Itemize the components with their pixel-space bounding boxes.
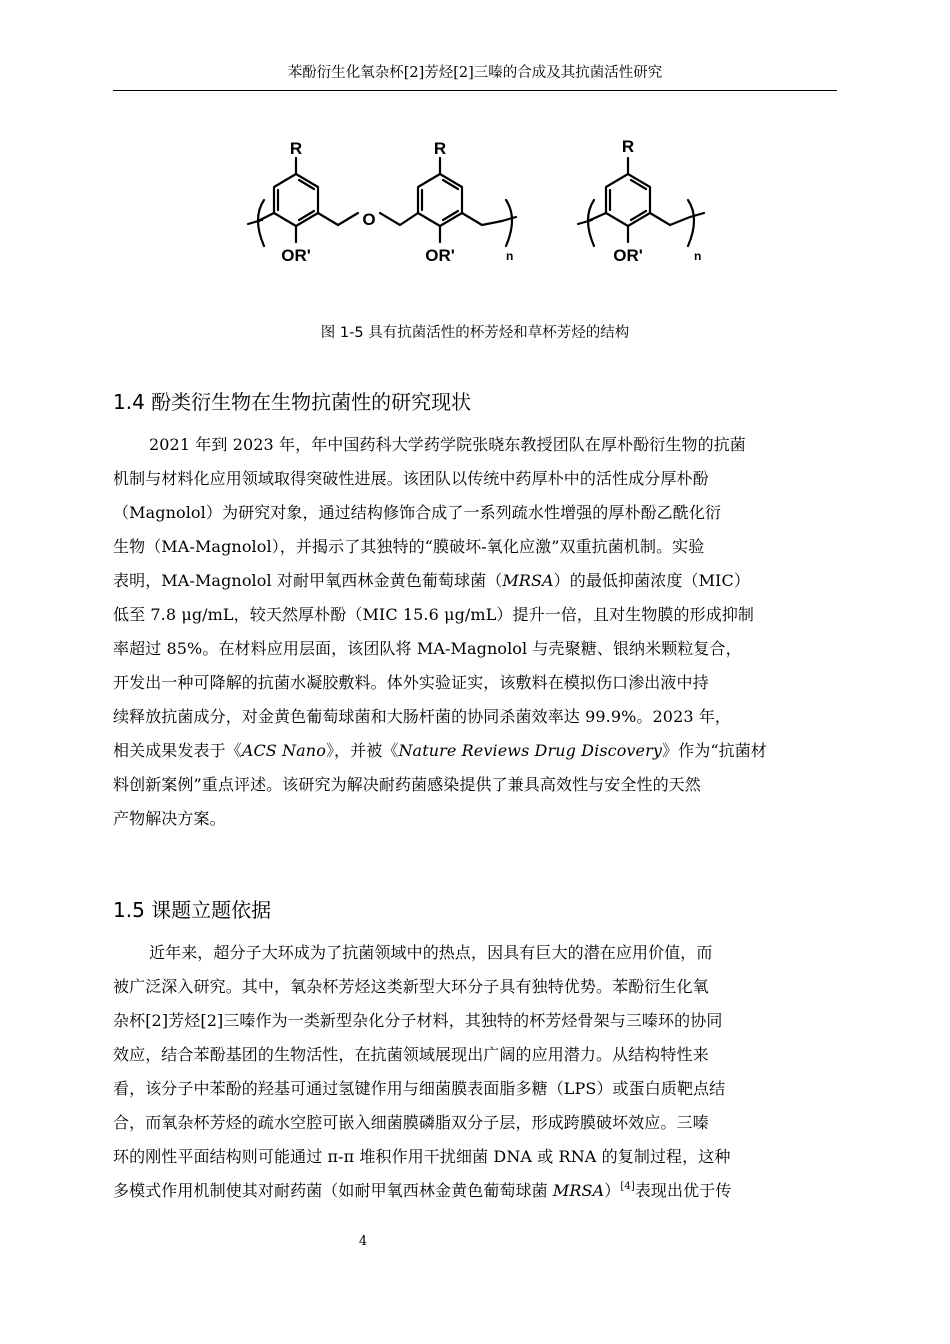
text-line: 环的刚性平面结构则可能通过 π-π 堆积作用干扰细菌 DNA 或 RNA 的复制过程，这种: [113, 1147, 731, 1166]
text-line: 被广泛深入研究。其中，氧杂杯芳烃这类新型大环分子具有独特优势。苯酚衍生化氧: [113, 977, 709, 996]
text-line: 相关成果发表于《ACS Nano》，并被《Nature Reviews Drug Discovery》作为“抗菌材: [113, 741, 767, 760]
text-line: 产物解决方案。: [113, 809, 226, 828]
chemical-structures-svg: [240, 128, 720, 290]
text-line: 合，而氧杂杯芳烃的疏水空腔可嵌入细菌膜磷脂双分子层，形成跨膜破坏效应。三嗪: [113, 1113, 709, 1132]
text-line: 近年来，超分子大环成为了抗菌领域中的热点，因具有巨大的潜在应用价值，而: [149, 943, 713, 962]
text-line: 表明，MA-Magnolol 对耐甲氧西林金黄色葡萄球菌（MRSA）的最低抑菌浓度（MIC）: [113, 571, 750, 590]
benzene-ring-3: [606, 174, 650, 226]
structure-figure: [240, 128, 720, 290]
citation-ref[interactable]: [4]: [620, 1181, 635, 1192]
section-heading-1-4: [113, 388, 471, 416]
subscript-n-2: n: [694, 249, 702, 263]
r-label-2: R: [433, 139, 447, 158]
text-line: 效应，结合苯酚基团的生物活性，在抗菌领域展现出广阔的应用潜力。从结构特性来: [113, 1045, 709, 1064]
r-label-1: R: [289, 139, 303, 158]
r-label-3: R: [621, 137, 635, 156]
benzene-ring-2: [418, 174, 462, 226]
page-number: 4: [358, 1234, 368, 1249]
subscript-n-1: n: [506, 249, 514, 263]
text-line: 率超过 85%。在材料应用层面，该团队将 MA-Magnolol 与壳聚糖、银纳米颗粒复合，: [113, 639, 742, 658]
header-rule: [113, 90, 837, 91]
text-line: 机制与材料化应用领域取得突破性进展。该团队以传统中药厚朴中的活性成分厚朴酚: [113, 469, 709, 488]
text-line: 低至 7.8 μg/mL，较天然厚朴酚（MIC 15.6 μg/mL）提升一倍，且对生物膜的形成抑制: [113, 605, 755, 624]
figure-caption: 图 1-5 具有抗菌活性的杯芳烃和草杯芳烃的结构: [320, 325, 630, 341]
text-line: 开发出一种可降解的抗菌水凝胶敷料。体外实验证实，该敷料在模拟伤口渗出液中持: [113, 673, 709, 692]
or-label-1: OR': [281, 246, 311, 265]
or-label-2: OR': [425, 246, 455, 265]
ether-oxygen-label: O: [362, 210, 376, 229]
text-line: 看，该分子中苯酚的羟基可通过氢键作用与细菌膜表面脂多糖（LPS）或蛋白质靶点结: [113, 1079, 726, 1098]
section-heading-1-5: [113, 896, 271, 924]
running-header: 苯酚衍生化氧杂杯[2]芳烃[2]三嗪的合成及其抗菌活性研究: [287, 65, 663, 81]
or-label-3: OR': [613, 246, 643, 265]
text-line: 杂杯[2]芳烃[2]三嗪作为一类新型杂化分子材料，其独特的杯芳烃骨架与三嗪环的协同: [113, 1011, 723, 1030]
text-line: 2021 年到 2023 年，年中国药科大学药学院张晓东教授团队在厚朴酚衍生物的抗菌: [149, 435, 746, 454]
paragraph-1-5: [113, 936, 837, 1208]
text-line: 续释放抗菌成分，对金黄色葡萄球菌和大肠杆菌的协同杀菌效率达 99.9%。2023 年，: [113, 707, 732, 726]
paragraph-1-4: [113, 428, 837, 836]
section-number: 1.5: [113, 898, 145, 922]
section-title: 课题立题依据: [151, 898, 272, 922]
text-line: 料创新案例”重点评述。该研究为解决耐药菌感染提供了兼具高效性与安全性的天然: [113, 775, 701, 794]
text-line: （Magnolol）为研究对象，通过结构修饰合成了一系列疏水性增强的厚朴酚乙酰化衍: [113, 503, 722, 522]
section-number: 1.4: [113, 390, 145, 414]
text-line: 多模式作用机制使其对耐药菌（如耐甲氧西林金黄色葡萄球菌 MRSA）[4]表现出优于传: [113, 1181, 732, 1200]
section-title: 酚类衍生物在生物抗菌性的研究现状: [151, 390, 472, 414]
benzene-ring-1: [274, 174, 318, 226]
text-line: 生物（MA-Magnolol），并揭示了其独特的“膜破坏-氧化应激”双重抗菌机制。实验: [113, 537, 705, 556]
